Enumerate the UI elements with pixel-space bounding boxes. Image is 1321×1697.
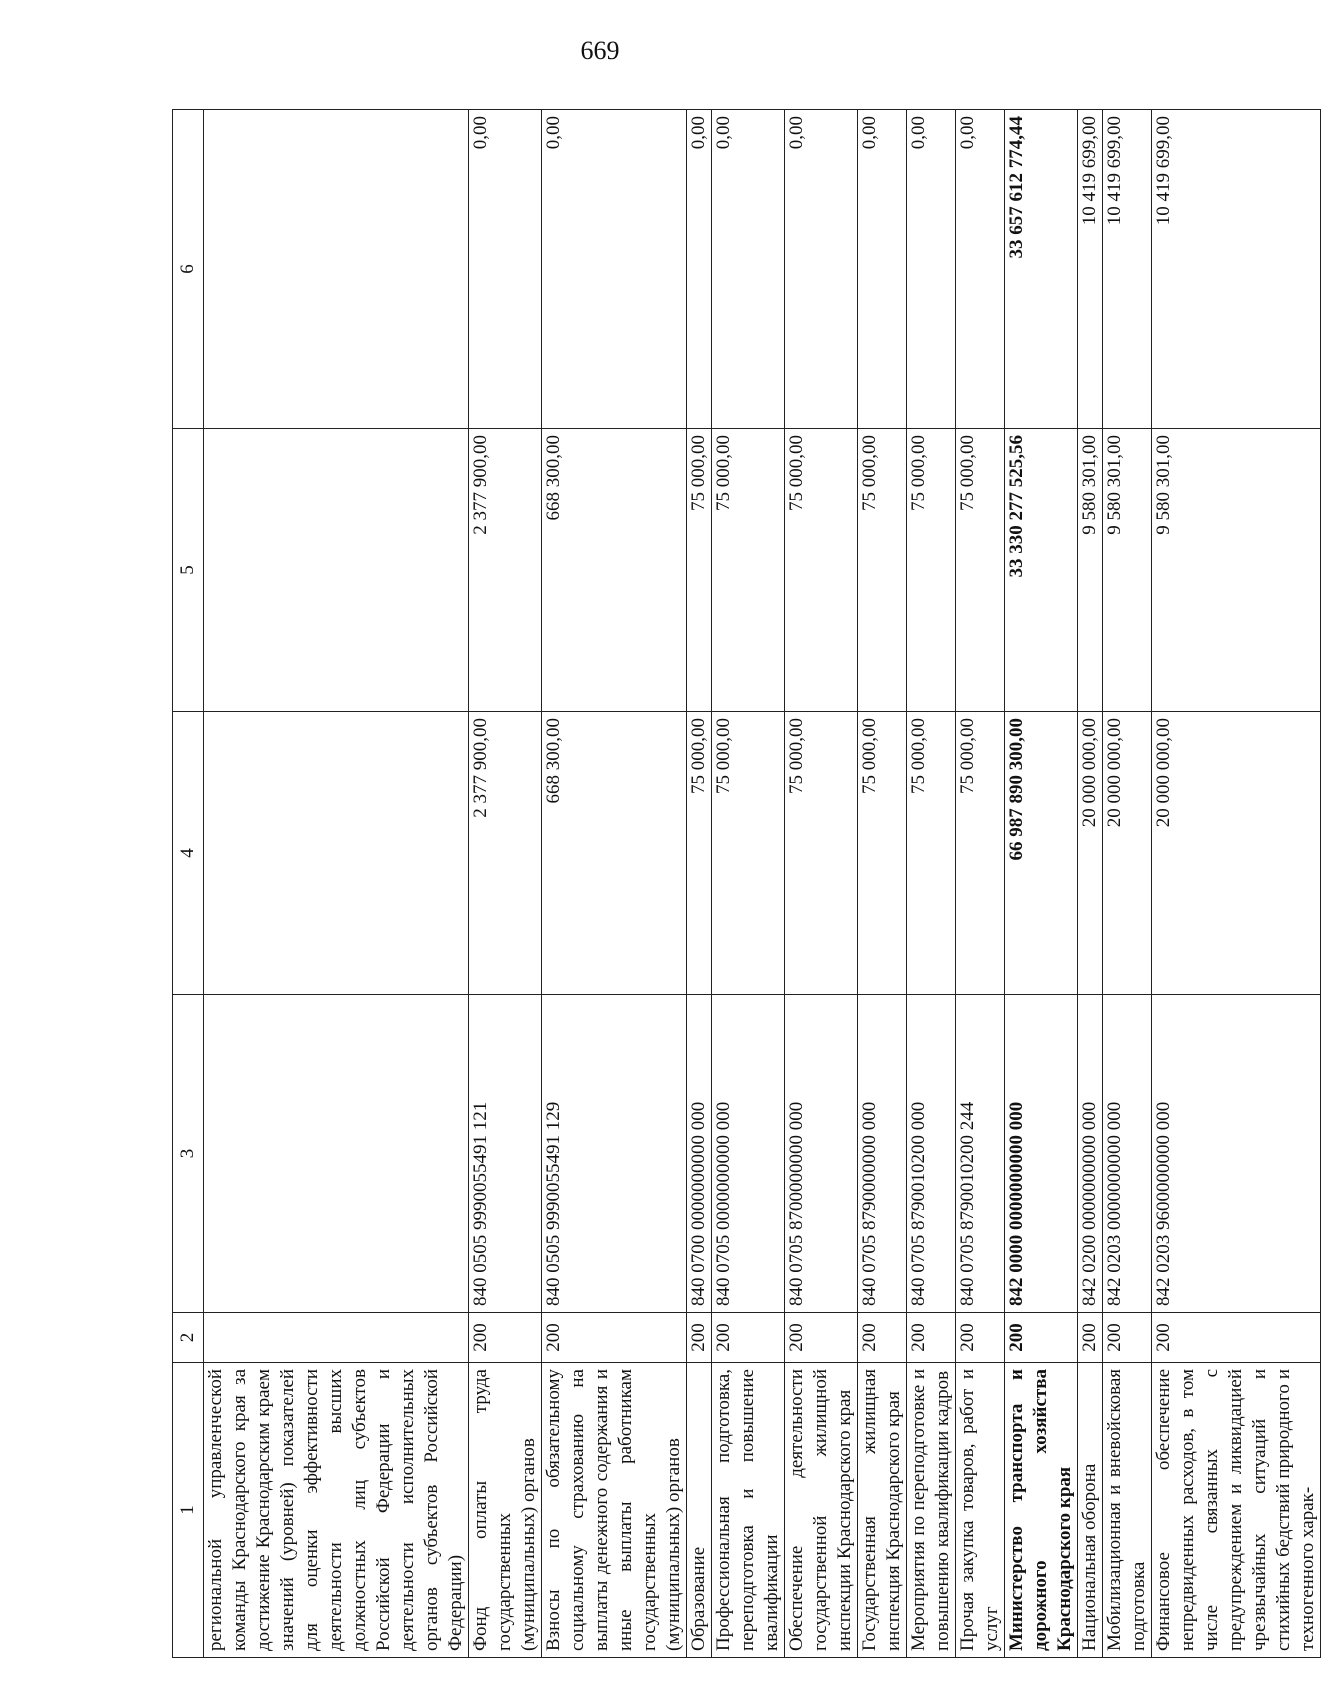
row-executed-cell: 75 000,00 xyxy=(687,429,712,712)
row-name-cell: Образование xyxy=(687,1363,712,1658)
row-remaining-cell: 0,00 xyxy=(542,110,687,429)
table-row xyxy=(204,110,469,1658)
row-executed-cell: 75 000,00 xyxy=(907,429,956,712)
row-classifier-cell: 840 0700 0000000000 000 xyxy=(687,995,712,1313)
row-name-cell: Национальная оборона xyxy=(1078,1363,1103,1658)
table-row xyxy=(858,110,907,1658)
row-approved-cell: 75 000,00 xyxy=(907,712,956,995)
row-remaining-cell: 0,00 xyxy=(687,110,712,429)
row-code-cell: 200 xyxy=(1152,1313,1321,1363)
row-classifier-cell: 842 0203 9600000000 000 xyxy=(1152,995,1321,1313)
row-executed-cell: 33 330 277 525,56 xyxy=(1005,429,1078,712)
row-approved-cell: 75 000,00 xyxy=(687,712,712,995)
table-row xyxy=(542,110,687,1658)
row-name-cell: региональной управленческой команды Краснодарского края за достижение Краснодарским краем значений (уровней) показателей для оценки эффективности деятельности высших должностных лиц субъектов Российской Федерации и деятельности исполнительных органов субъектов Российской Федерации) xyxy=(204,1363,469,1658)
row-approved-cell: 20 000 000,00 xyxy=(1152,712,1321,995)
header-row xyxy=(173,110,204,1658)
row-code-cell: 200 xyxy=(542,1313,687,1363)
row-code-cell: 200 xyxy=(785,1313,858,1363)
row-classifier-cell: 840 0705 8790000000 000 xyxy=(858,995,907,1313)
row-classifier-cell: 842 0200 0000000000 000 xyxy=(1078,995,1103,1313)
row-approved-cell: 20 000 000,00 xyxy=(1078,712,1103,995)
page-number: 669 xyxy=(580,36,620,65)
row-name-cell: Прочая закупка товаров, работ и услуг xyxy=(956,1363,1005,1658)
row-approved-cell: 75 000,00 xyxy=(956,712,1005,995)
table-row xyxy=(712,110,785,1658)
row-remaining-cell: 0,00 xyxy=(907,110,956,429)
row-approved-cell: 75 000,00 xyxy=(858,712,907,995)
row-remaining-cell: 0,00 xyxy=(712,110,785,429)
column-header: 1 xyxy=(173,1363,204,1658)
column-header: 6 xyxy=(173,110,204,429)
row-code-cell: 200 xyxy=(956,1313,1005,1363)
table-row xyxy=(907,110,956,1658)
row-name-cell: Профессиональная подготовка, переподготовка и повышение квалификации xyxy=(712,1363,785,1658)
row-approved-cell: 2 377 900,00 xyxy=(469,712,542,995)
row-classifier-cell: 840 0705 8790010200 244 xyxy=(956,995,1005,1313)
row-executed-cell: 75 000,00 xyxy=(785,429,858,712)
row-approved-cell xyxy=(204,712,469,995)
row-name-cell: Мобилизационная и вневойсковая подготовка xyxy=(1103,1363,1152,1658)
row-code-cell: 200 xyxy=(469,1313,542,1363)
row-approved-cell: 66 987 890 300,00 xyxy=(1005,712,1078,995)
row-approved-cell: 75 000,00 xyxy=(785,712,858,995)
table-row xyxy=(1078,110,1103,1658)
row-executed-cell: 2 377 900,00 xyxy=(469,429,542,712)
row-name-cell: Мероприятия по переподготовке и повышению квалификации кадров xyxy=(907,1363,956,1658)
row-classifier-cell: 840 0505 9990055491 129 xyxy=(542,995,687,1313)
row-remaining-cell xyxy=(204,110,469,429)
row-name-cell: Государственная жилищная инспекция Краснодарского края xyxy=(858,1363,907,1658)
row-classifier-cell: 840 0705 8700000000 000 xyxy=(785,995,858,1313)
row-code-cell: 200 xyxy=(1078,1313,1103,1363)
row-classifier-cell: 842 0000 0000000000 000 xyxy=(1005,995,1078,1313)
row-name-cell: Фонд оплаты труда государственных (муниципальных) органов xyxy=(469,1363,542,1658)
column-header: 5 xyxy=(173,429,204,712)
row-executed-cell: 668 300,00 xyxy=(542,429,687,712)
table-row xyxy=(956,110,1005,1658)
table-row xyxy=(1103,110,1152,1658)
table-row xyxy=(469,110,542,1658)
row-executed-cell: 75 000,00 xyxy=(712,429,785,712)
row-executed-cell: 9 580 301,00 xyxy=(1152,429,1321,712)
row-approved-cell: 668 300,00 xyxy=(542,712,687,995)
row-code-cell xyxy=(204,1313,469,1363)
column-header: 3 xyxy=(173,995,204,1313)
row-name-cell: Взносы по обязательному социальному страхованию на выплаты денежного содержания и иные выплаты работникам государственных (муниципальных) органов xyxy=(542,1363,687,1658)
table-row xyxy=(1005,110,1078,1658)
row-approved-cell: 20 000 000,00 xyxy=(1103,712,1152,995)
row-classifier-cell: 840 0505 9990055491 121 xyxy=(469,995,542,1313)
row-remaining-cell: 0,00 xyxy=(469,110,542,429)
row-code-cell: 200 xyxy=(687,1313,712,1363)
row-code-cell: 200 xyxy=(858,1313,907,1363)
row-name-cell: Финансовое обеспечение непредвиденных расходов, в том числе связанных с предупреждением и ликвидацией чрезвычайных ситуаций и стихийных бедствий природного и техногенного харак- xyxy=(1152,1363,1321,1658)
row-executed-cell: 9 580 301,00 xyxy=(1078,429,1103,712)
row-name-cell: Обеспечение деятельности государственной жилищной инспекции Краснодарского края xyxy=(785,1363,858,1658)
row-classifier-cell: 840 0705 0000000000 000 xyxy=(712,995,785,1313)
row-executed-cell xyxy=(204,429,469,712)
row-remaining-cell: 0,00 xyxy=(956,110,1005,429)
row-code-cell: 200 xyxy=(1005,1313,1078,1363)
row-executed-cell: 75 000,00 xyxy=(858,429,907,712)
row-classifier-cell: 840 0705 8790010200 000 xyxy=(907,995,956,1313)
row-remaining-cell: 10 419 699,00 xyxy=(1152,110,1321,429)
row-code-cell: 200 xyxy=(1103,1313,1152,1363)
row-code-cell: 200 xyxy=(712,1313,785,1363)
row-classifier-cell xyxy=(204,995,469,1313)
row-classifier-cell: 842 0203 0000000000 000 xyxy=(1103,995,1152,1313)
row-remaining-cell: 33 657 612 774,44 xyxy=(1005,110,1078,429)
row-code-cell: 200 xyxy=(907,1313,956,1363)
row-approved-cell: 75 000,00 xyxy=(712,712,785,995)
row-executed-cell: 75 000,00 xyxy=(956,429,1005,712)
column-header: 4 xyxy=(173,712,204,995)
table-row xyxy=(687,110,712,1658)
budget-table-container xyxy=(172,110,1318,1658)
table-row xyxy=(1152,110,1321,1658)
column-header: 2 xyxy=(173,1313,204,1363)
budget-table xyxy=(172,109,1321,1658)
row-remaining-cell: 10 419 699,00 xyxy=(1078,110,1103,429)
row-name-cell: Министерство транспорта и дорожного хозяйства Краснодарского края xyxy=(1005,1363,1078,1658)
row-remaining-cell: 0,00 xyxy=(858,110,907,429)
table-row xyxy=(785,110,858,1658)
row-remaining-cell: 0,00 xyxy=(785,110,858,429)
row-remaining-cell: 10 419 699,00 xyxy=(1103,110,1152,429)
row-executed-cell: 9 580 301,00 xyxy=(1103,429,1152,712)
